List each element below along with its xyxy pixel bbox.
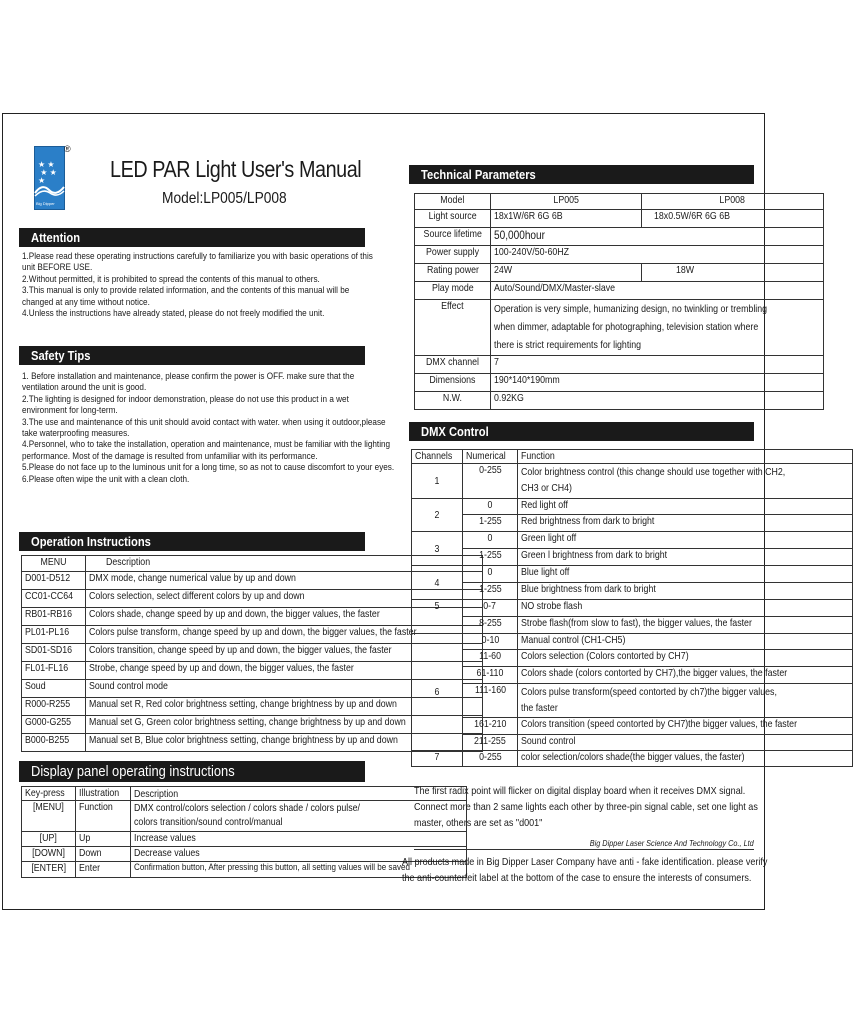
table-row: RB01-RB16 Colors shade, change speed by up and down, the bigger values, the faster [22,608,483,626]
company-name: Big Dipper Laser Science And Technology Co., Ltd [414,838,754,850]
table-row: 11-60 Colors selection (Colors contorted by CH7) [412,650,853,667]
table-row: 2 0 Red light off [412,499,853,515]
table-row: 5 0-7 NO strobe flash [412,600,853,617]
table-row: DMX channel 7 [415,356,824,374]
table-row: FL01-FL16 Strobe, change speed by up and down, the bigger values, the faster [22,662,483,680]
display-panel-table [21,786,467,878]
safety-heading: Safety Tips [19,346,365,365]
table-row: 111-160 Colors pulse transform(speed contorted by ch7)the bigger values, the faster [412,684,853,718]
logo-brand-text: Big Dipper [36,201,55,206]
logo-stars-icon: ★ ★ ★ ★ ★ [38,160,57,185]
table-row: Rating power 24W 18W [415,264,824,282]
table-row: Source lifetime 50,000hour [415,228,824,246]
display-panel-heading: Display panel operating instructions [19,761,365,782]
manual-title: LED PAR Light User's Manual [110,156,362,182]
table-row: 6 0-10 Manual control (CH1-CH5) [412,634,853,650]
table-row: [MENU] Function DMX control/colors selection / colors shade / colors pulse/ colors transition/sound control/manual [22,801,467,832]
table-row: [ENTER] Enter Confirmation button, After pressing this button, all setting values will be saved [22,862,467,878]
table-row: 211-255 Sound control [412,735,853,751]
table-row: D001-D512 DMX mode, change numerical value by up and down [22,572,483,590]
table-row: B000-B255 Manual set B, Blue color brightness setting, change brightness by up and down [22,734,483,752]
safety-text: 1. Before installation and maintenance, please confirm the power is OFF. make sure that the ventilation around the unit is good. 2.The lighting is designed for indoor demonstration, please do not use this product in a wet environment for long-term. 3.The use and maintenance of this unit should avoid contact with water. when using it outdoor,please take waterproofing measures. 4.Personnel, who to take the installation, operation and maintenance, must be familiar with the lighting performance. Most of the damage is resulted from unfamiliar with its performance. 5.Please do not face up to the luminous unit for a long time, so as not to cause discomfort to your eyes. 6.Please often wipe the unit with a clean cloth. [22,371,395,485]
table-row: Light source 18x1W/6R 6G 6B 18x0.5W/6R 6G 6B [415,210,824,228]
table-row: [UP] Up Increase values [22,832,467,847]
operation-col-menu: MENU [22,556,86,572]
table-row: CC01-CC64 Colors selection, select different colors by up and down [22,590,483,608]
table-row: G000-G255 Manual set G, Green color brightness setting, change brightness by up and down [22,716,483,734]
table-row: PL01-PL16 Colors pulse transform, change speed by up and down, the bigger values, the faster [22,626,483,644]
table-row: 4 0 Blue light off [412,566,853,583]
table-row: R000-R255 Manual set R, Red color brightness setting, change brightness by up and down [22,698,483,716]
logo-wave-icon [35,183,64,197]
table-row: SD01-SD16 Colors transition, change speed by up and down, the bigger values, the faster [22,644,483,662]
table-row: 1-255 Green l brightness from dark to bright [412,549,853,566]
table-row: 1-255 Blue brightness from dark to bright [412,583,853,600]
table-row: 1-255 Red brightness from dark to bright [412,515,853,532]
display-col-key: Key-press [22,787,76,801]
table-row: Dimensions 190*140*190mm [415,374,824,392]
registered-mark: ® [64,144,71,154]
footer-note: All products made in Big Dipper Laser Company have anti - fake identification. please verify the anti-counterfeit label at the bottom of the case to ensure the interests of consumers. [402,856,768,884]
dmx-note: The first radix point will flicker on digital display board when it receives DMX signal. Connect more than 2 same lights each other by three-pin signal cable, set one light as master, others are set as "d001" [414,785,758,829]
operation-heading: Operation Instructions [19,532,365,551]
attention-text: 1.Please read these operating instructions carefully to familiarize you with basic operations of this unit BEFORE USE. 2.Without permitted, it is prohibited to spread the contents of this manual to others. 3.This manual is only to provide related information, and the contents of this manual will be changed at any time without notice. 4.Unless the instructions have already stated, please do not freely modified the unit. [22,251,373,320]
table-row: 3 0 Green light off [412,532,853,549]
table-row: Effect Operation is very simple, humanizing design, no twinkling or trembling when dimmer, adaptable for photographing, television station where there is strict requirements for lighting [415,300,824,356]
dmx-table: Channels Numerical Function 1 0-255 Color brightness control (this change should use together with CH2, CH3 or CH4) 2 0 Red light off 1-255 Red brightness from dark to bright 3 0 Green light off 1-255 Green l brightness from dark to bright 4 0 Blue light off 1-255 Blue brightness from dark to bright 5 0-7 NO strobe flash 8-255 Strobe flash(from slow to fast), the bigger values, the faster 6 0-10 Manual control (CH1-CH5) 11-60 Colors selection (Colors contorted by CH7) 61-110 Colors shade (colors contorted by CH7),the bigger values, the faster 111-160 Colors pulse transform(speed contorted by ch7)the bigger values, the faster 161-210 Colors transition (speed contorted by CH7)the bigger values, the faster 211-255 Sound control 7 0-255 color selection/colors shade(the bigger values, the faster) [411,449,853,767]
display-col-desc: Description [131,787,467,801]
tech-heading: Technical Parameters [409,165,754,184]
table-row: 8-255 Strobe flash(from slow to fast), the bigger values, the faster [412,617,853,634]
table-row: Power supply 100-240V/50-60HZ [415,246,824,264]
operation-col-desc: Description [86,556,483,572]
table-row: [DOWN] Down Decrease values [22,847,467,862]
table-row: N.W. 0.92KG [415,392,824,410]
display-col-illus: Illustration [76,787,131,801]
table-row: Play mode Auto/Sound/DMX/Master-slave [415,282,824,300]
table-row: 61-110 Colors shade (colors contorted by CH7),the bigger values, the faster [412,667,853,684]
dmx-heading: DMX Control [409,422,754,441]
table-row: 1 0-255 Color brightness control (this change should use together with CH2, CH3 or CH4) [412,464,853,499]
table-row: 161-210 Colors transition (speed contorted by CH7)the bigger values, the faster [412,718,853,735]
table-row: Soud Sound control mode [22,680,483,698]
attention-heading: Attention [19,228,365,247]
big-dipper-logo [34,146,65,210]
table-row: 7 0-255 color selection/colors shade(the bigger values, the faster) [412,751,853,767]
model-number: Model:LP005/LP008 [162,190,287,207]
tech-table: Model LP005 LP008 Light source 18x1W/6R 6G 6B 18x0.5W/6R 6G 6B Source lifetime 50,000hour Power supply 100-240V/50-60HZ Rating power 24W 18W Play mode Auto/Sound/DMX/Master-slave Effect Operation is very simple, humanizing design, no twinkling or trembling when dimmer, adaptable for photographing, television station where there is strict requirements for lighting DMX channel 7 Dimensions 190*140*190mm N.W. 0.92KG [414,193,824,410]
